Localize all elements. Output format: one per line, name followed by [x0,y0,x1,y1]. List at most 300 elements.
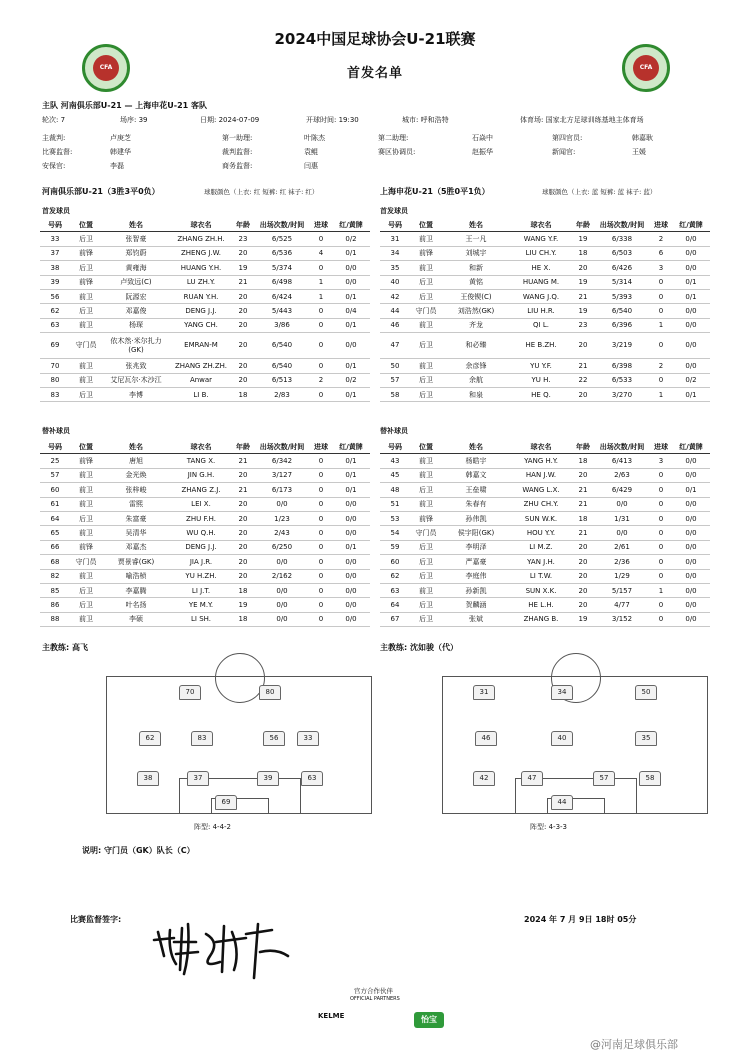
legend-note: 说明: 守门员（GK）队长（C） [82,846,195,855]
table-cell: 后卫 [70,387,102,401]
table-row [40,289,370,303]
table-cell: DENG J.J. [170,540,232,554]
table-cell: 20 [232,304,254,318]
table-cell: 0 [650,540,672,554]
table-row [380,511,710,525]
table-row [380,555,710,569]
table-cell: 66 [40,540,70,554]
table-cell: 6/513 [254,373,310,387]
table-cell: SUN X.K. [510,583,572,597]
table-cell: 和必臻 [442,333,510,359]
home-starters-table [40,218,370,402]
table-cell: 6/413 [594,454,650,468]
official-name: 李磊 [110,162,124,170]
table-cell: 前卫 [70,612,102,626]
table-cell: 0/1 [672,275,710,289]
table-row [380,275,710,289]
table-cell: 45 [380,468,410,482]
table-cell: 2/162 [254,569,310,583]
table-cell: 后卫 [410,275,442,289]
table-cell: 后卫 [410,373,442,387]
table-cell: 0/0 [672,511,710,525]
table-cell: 47 [380,333,410,359]
table-cell: ZHANG ZH.ZH. [170,359,232,373]
home-subs-table [40,440,370,627]
table-cell: 前卫 [410,232,442,246]
table-cell: 0 [650,612,672,626]
player-shirt: 47 [521,771,543,786]
home-team-name: 河南俱乐部U-21（3胜3平0负） [42,187,160,196]
table-row [40,454,370,468]
table-row [40,373,370,387]
player-shirt: 42 [473,771,495,786]
table-cell: 4/77 [594,598,650,612]
table-cell: 18 [232,387,254,401]
table-cell: 0/0 [332,569,370,583]
table-cell: 0/1 [332,289,370,303]
table-cell: 后卫 [410,598,442,612]
table-cell: 19 [572,304,594,318]
table-cell: 20 [232,569,254,583]
table-cell: 3 [650,261,672,275]
table-row [40,304,370,318]
table-cell: 39 [40,275,70,289]
table-cell: 6/525 [254,232,310,246]
table-cell: 0/0 [672,304,710,318]
table-row [380,232,710,246]
table-cell: 0/0 [672,333,710,359]
table-cell: 1 [310,275,332,289]
table-cell: 0/0 [332,598,370,612]
table-cell: 20 [232,373,254,387]
yibao-logo: 怡宝 [414,1012,444,1028]
watermark: @河南足球俱乐部 [590,1038,678,1051]
table-cell: 70 [40,359,70,373]
player-shirt: 37 [187,771,209,786]
table-cell: LI J.T. [170,583,232,597]
table-cell: 21 [232,275,254,289]
table-cell: 21 [572,359,594,373]
table-row [40,612,370,626]
table-cell: 0 [650,289,672,303]
player-shirt: 31 [473,685,495,700]
column-header: 出场次数/时间 [254,440,310,454]
table-cell: 0/0 [254,555,310,569]
table-row [40,526,370,540]
table-cell: 0/0 [672,454,710,468]
table-cell: 19 [572,232,594,246]
table-cell: 0/0 [332,583,370,597]
away-subs-label: 替补球员 [380,427,408,435]
table-cell: LI T.W. [510,569,572,583]
table-row [40,387,370,401]
table-cell: 后卫 [70,511,102,525]
table-cell: HE B.ZH. [510,333,572,359]
official-role: 裁判监督: [222,148,253,156]
table-cell: 0/0 [672,246,710,260]
table-cell: 后卫 [70,261,102,275]
table-cell: 后卫 [70,232,102,246]
table-row [380,497,710,511]
table-row [380,359,710,373]
table-cell: 20 [232,246,254,260]
table-cell: ZHANG ZH.H. [170,232,232,246]
table-cell: 0 [650,275,672,289]
table-cell: 69 [40,333,70,359]
table-cell: 0 [650,555,672,569]
table-row [380,612,710,626]
column-header: 年龄 [572,218,594,232]
table-cell: 51 [380,497,410,511]
table-cell: 0 [650,373,672,387]
player-shirt: 46 [475,731,497,746]
table-cell: JIA J.R. [170,555,232,569]
table-cell: 张智豪 [102,232,170,246]
table-row [380,333,710,359]
official-name: 赵振华 [472,148,493,156]
table-cell: 2/61 [594,540,650,554]
table-cell: 0/0 [332,511,370,525]
column-header: 号码 [40,440,70,454]
table-cell: 6 [650,246,672,260]
table-cell: 20 [232,540,254,554]
table-cell: 4 [310,246,332,260]
player-shirt: 33 [297,731,319,746]
table-cell: LIU H.R. [510,304,572,318]
table-cell: 后卫 [410,483,442,497]
table-cell: 前锋 [410,246,442,260]
table-cell: 0 [310,387,332,401]
table-cell: 孙新凯 [442,583,510,597]
table-cell: 前锋 [70,246,102,260]
table-cell: 3/219 [594,333,650,359]
table-cell: 后卫 [70,598,102,612]
table-cell: LIU CH.Y. [510,246,572,260]
round: 轮次: 7 [42,116,66,124]
table-cell: 0 [650,483,672,497]
table-cell: 杨琛 [102,318,170,332]
home-formation: 阵型: 4-4-2 [194,823,231,831]
table-cell: 18 [572,246,594,260]
home-formation-pitch [106,676,372,814]
player-shirt: 39 [257,771,279,786]
table-cell: 前卫 [410,468,442,482]
table-cell: HOU Y.Y. [510,526,572,540]
table-cell: 67 [380,612,410,626]
table-cell: 0 [310,483,332,497]
table-cell: 20 [572,569,594,583]
table-cell: 刘城宇 [442,246,510,260]
table-cell: 0 [310,232,332,246]
table-cell: 6/536 [254,246,310,260]
table-cell: YANG H.Y. [510,454,572,468]
table-cell: 3 [650,454,672,468]
table-cell: 20 [232,289,254,303]
table-cell: QI L. [510,318,572,332]
table-cell: 张兆致 [102,359,170,373]
page-title: 2024中国足球协会U-21联赛 [274,30,476,48]
table-cell: 0 [310,497,332,511]
table-cell: 和新 [442,261,510,275]
player-shirt: 44 [551,795,573,810]
table-cell: 0/1 [332,359,370,373]
table-cell: 邓嘉杰 [102,540,170,554]
stadium: 体育场: 国家北方足球训练基地主体育场 [520,116,644,124]
table-cell: 6/173 [254,483,310,497]
table-cell: 19 [232,598,254,612]
column-header: 出场次数/时间 [594,440,650,454]
column-header: 年龄 [572,440,594,454]
table-cell: 0/0 [254,598,310,612]
table-row [40,540,370,554]
table-cell: 0/2 [672,373,710,387]
table-cell: 0/1 [332,387,370,401]
player-shirt: 56 [263,731,285,746]
table-cell: 6/426 [594,261,650,275]
player-shirt: 34 [551,685,573,700]
table-row [40,275,370,289]
away-subs-table [380,440,710,627]
table-cell: 0 [650,333,672,359]
table-cell: 85 [40,583,70,597]
column-header: 姓名 [102,440,170,454]
table-cell: Anwar [170,373,232,387]
partners-sub: OFFICIAL PARTNERS [350,996,400,1002]
table-cell: 侯宇阳(GK) [442,526,510,540]
table-cell: 20 [232,511,254,525]
table-cell: 21 [572,483,594,497]
table-cell: 前锋 [70,454,102,468]
signature-date: 2024 年 7 月 9日 18时 05分 [524,915,637,924]
table-cell: 2/63 [594,468,650,482]
table-cell: 33 [40,232,70,246]
table-cell: HE Q. [510,387,572,401]
table-cell: 86 [40,598,70,612]
away-starters-label: 首发球员 [380,207,408,215]
table-cell: EMRAN-M [170,333,232,359]
away-team-name: 上海申花U-21（5胜0平1负） [380,187,490,196]
table-cell: 0/0 [672,612,710,626]
table-cell: ZHANG Z.J. [170,483,232,497]
table-row [380,598,710,612]
table-cell: 5/443 [254,304,310,318]
table-cell: 18 [232,612,254,626]
table-cell: 1/29 [594,569,650,583]
table-row [40,497,370,511]
table-cell: 郑钧蔚 [102,246,170,260]
column-header: 球衣名 [170,218,232,232]
table-cell: 6/398 [594,359,650,373]
table-cell: 0/2 [332,232,370,246]
table-cell: 6/342 [254,454,310,468]
column-header: 球衣名 [170,440,232,454]
table-cell: 0/1 [332,246,370,260]
table-cell: 2 [650,232,672,246]
table-cell: 前卫 [410,261,442,275]
table-cell: 40 [380,275,410,289]
table-cell: 0/0 [672,583,710,597]
table-row [380,387,710,401]
table-cell: 20 [572,468,594,482]
table-cell: 1 [650,318,672,332]
table-cell: 前卫 [70,526,102,540]
table-cell: LI M.Z. [510,540,572,554]
player-shirt: 83 [191,731,213,746]
table-cell: 19 [232,261,254,275]
table-cell: ZHU F.H. [170,511,232,525]
table-cell: 0/1 [672,483,710,497]
table-cell: 65 [40,526,70,540]
table-cell: LI SH. [170,612,232,626]
column-header: 出场次数/时间 [254,218,310,232]
table-row [380,540,710,554]
table-cell: 6/540 [254,333,310,359]
home-starters-label: 首发球员 [42,207,70,215]
table-cell: 李博 [102,387,170,401]
column-header: 号码 [380,218,410,232]
column-header: 位置 [410,440,442,454]
table-cell: 6/498 [254,275,310,289]
table-cell: 59 [380,540,410,554]
table-row [380,468,710,482]
table-cell: 25 [40,454,70,468]
table-row [380,261,710,275]
table-cell: 韩嘉文 [442,468,510,482]
table-cell: 20 [232,497,254,511]
column-header: 年龄 [232,218,254,232]
table-cell: HUANG M. [510,275,572,289]
match-date: 日期: 2024-07-09 [200,116,260,124]
table-cell: 严嘉豪 [442,555,510,569]
table-cell: TANG X. [170,454,232,468]
column-header: 年龄 [232,440,254,454]
table-row [380,526,710,540]
table-cell: 李嘉腾 [102,583,170,597]
table-cell: 58 [380,387,410,401]
table-cell: 0/1 [332,483,370,497]
kickoff-time: 开球时间: 19:30 [306,116,359,124]
table-row [380,483,710,497]
table-cell: 3/270 [594,387,650,401]
table-cell: 6/503 [594,246,650,260]
table-cell: 20 [572,333,594,359]
table-cell: 2 [310,373,332,387]
table-cell: 0/1 [332,468,370,482]
column-header: 位置 [70,440,102,454]
table-cell: 80 [40,373,70,387]
table-cell: 6/533 [594,373,650,387]
table-row [40,318,370,332]
table-cell: 61 [40,497,70,511]
table-cell: ZHU CH.Y. [510,497,572,511]
away-coach: 主教练: 沈如骏（代） [380,643,458,652]
table-cell: 0/0 [254,612,310,626]
table-cell: 张斌 [442,612,510,626]
table-cell: 1 [650,583,672,597]
table-cell: 0 [310,333,332,359]
table-cell: 前卫 [70,569,102,583]
table-cell: 0 [310,526,332,540]
table-row [40,232,370,246]
table-row [380,454,710,468]
table-row [380,583,710,597]
table-cell: 前卫 [410,583,442,597]
table-cell: 64 [380,598,410,612]
column-header: 号码 [380,440,410,454]
table-cell: 前锋 [410,511,442,525]
table-row [380,246,710,260]
table-cell: RUAN Y.H. [170,289,232,303]
table-cell: 63 [40,318,70,332]
table-cell: 依木然·米尔扎力(GK) [102,333,170,359]
table-cell: LI B. [170,387,232,401]
table-cell: 0 [650,304,672,318]
column-header: 进球 [310,218,332,232]
home-subs-label: 替补球员 [42,427,70,435]
table-cell: 1/31 [594,511,650,525]
table-cell: 0/0 [672,526,710,540]
table-cell: 31 [380,232,410,246]
table-cell: 前卫 [410,318,442,332]
table-cell: 0 [650,569,672,583]
table-cell: 贾景睿(GK) [102,555,170,569]
table-cell: 0/0 [332,526,370,540]
table-cell: YAN J.H. [510,555,572,569]
table-cell: 62 [380,569,410,583]
table-cell: HE X. [510,261,572,275]
table-cell: 60 [40,483,70,497]
away-formation-pitch [442,676,708,814]
table-cell: 李庭伟 [442,569,510,583]
table-cell: YU H. [510,373,572,387]
table-cell: 83 [40,387,70,401]
player-shirt: 58 [639,771,661,786]
table-cell: 20 [232,359,254,373]
table-cell: 0 [310,598,332,612]
column-header: 进球 [310,440,332,454]
official-role: 赛区协调员: [378,148,416,156]
player-shirt: 62 [139,731,161,746]
table-cell: 0/1 [332,318,370,332]
table-cell: 0/0 [672,359,710,373]
table-cell: 57 [40,468,70,482]
table-cell: 1/23 [254,511,310,525]
column-header: 姓名 [102,218,170,232]
table-cell: 5/374 [254,261,310,275]
table-cell: 20 [232,318,254,332]
table-cell: 20 [572,598,594,612]
table-cell: 5/157 [594,583,650,597]
table-cell: 35 [380,261,410,275]
table-cell: 阮源宏 [102,289,170,303]
cfa-logo-left: CFA [82,44,130,92]
table-cell: 0/0 [672,232,710,246]
table-cell: 0 [650,598,672,612]
table-cell: 0 [310,468,332,482]
table-cell: 前锋 [70,275,102,289]
table-cell: 后卫 [410,612,442,626]
table-cell: 王垒啸 [442,483,510,497]
table-cell: 李硕 [102,612,170,626]
table-row [40,555,370,569]
page-subtitle: 首发名单 [346,66,403,81]
table-cell: 19 [572,612,594,626]
column-header: 位置 [410,218,442,232]
column-header: 位置 [70,218,102,232]
official-role: 第二助理: [378,134,409,142]
table-cell: 叶名扬 [102,598,170,612]
table-cell: 0/1 [332,540,370,554]
